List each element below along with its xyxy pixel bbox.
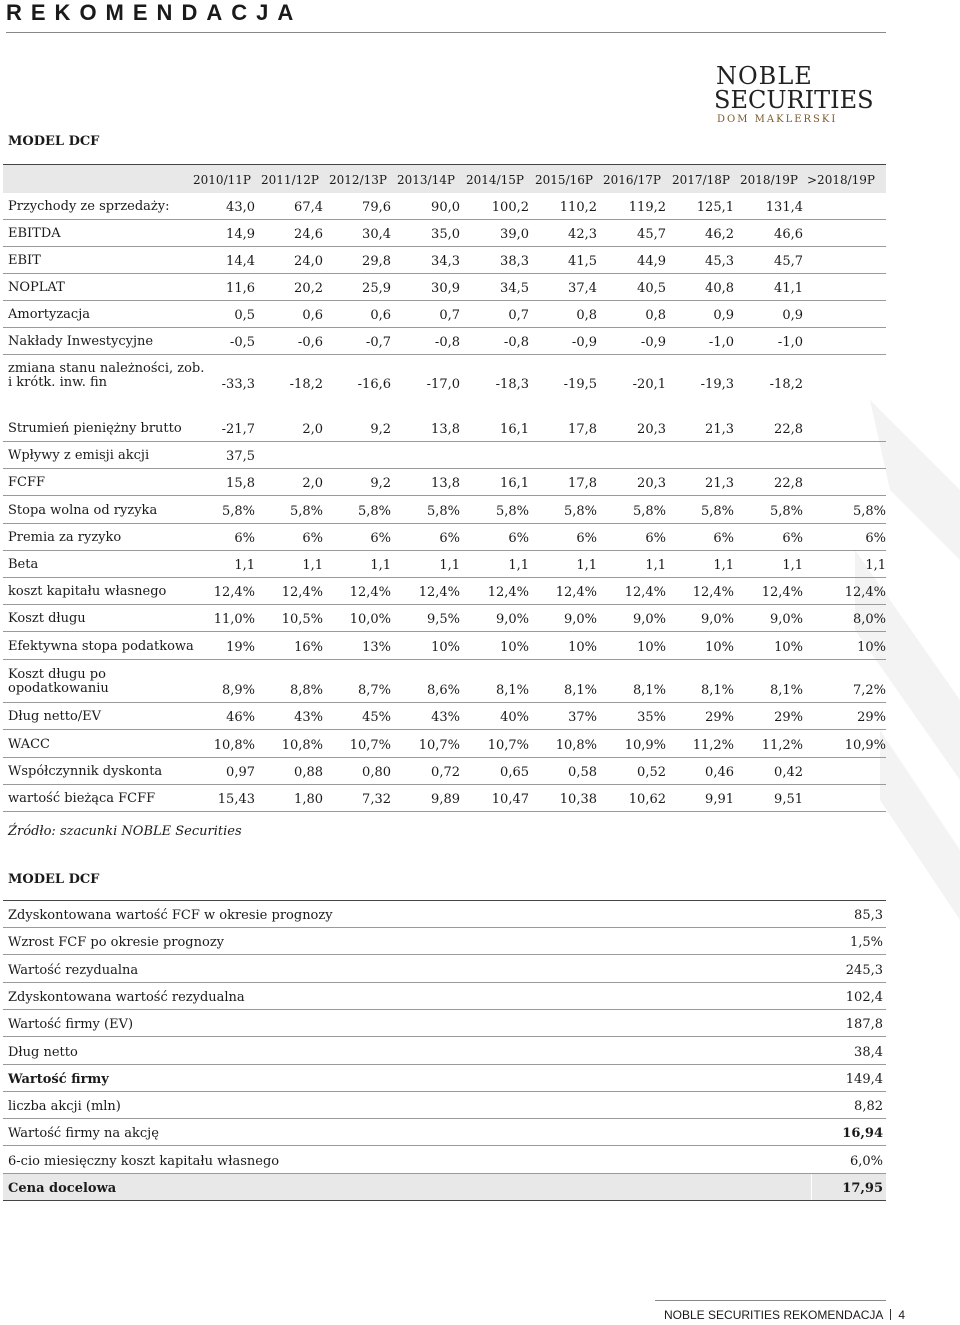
- row-label: Współczynnik dyskonta: [8, 764, 163, 779]
- row-label: EBIT: [8, 253, 41, 268]
- row-value-cell: 40,5: [637, 281, 666, 296]
- row-value-cell: 8,1%: [495, 683, 529, 698]
- row-value-cell: 14,4: [226, 254, 255, 269]
- row-label: Wpływy z emisji akcji: [8, 448, 150, 463]
- row-value-cell: 44,9: [637, 254, 666, 269]
- summary-label: Cena docelowa: [8, 1181, 117, 1196]
- column-separator: [811, 1174, 812, 1200]
- row-value-cell: 11,0%: [213, 612, 255, 627]
- row-value-cell: 8,1%: [563, 683, 597, 698]
- row-value-cell: 22,8: [774, 422, 803, 437]
- summary-label: Wzrost FCF po okresie prognozy: [8, 935, 225, 951]
- row-value-cell: 0,88: [294, 765, 323, 780]
- row-value-cell: 43,0: [226, 200, 255, 215]
- dcf-table-row: [3, 578, 886, 605]
- year-header-cell: 2018/19P: [740, 173, 798, 187]
- row-value-cell: 6%: [782, 531, 803, 546]
- row-value-cell: 2,0: [302, 476, 323, 491]
- year-header-cell: 2016/17P: [603, 173, 661, 187]
- row-value-cell: 8,6%: [426, 683, 460, 698]
- row-value-cell: 30,9: [431, 281, 460, 296]
- row-label-line2: i krótk. inw. fin: [8, 375, 107, 390]
- logo-line-dom-maklerski: DOM MAKLERSKI: [717, 114, 838, 125]
- row-value-cell: 40%: [500, 710, 529, 725]
- row-value-cell: 8,1%: [632, 683, 666, 698]
- row-value-cell: 1,1: [713, 558, 734, 573]
- row-value-cell: 100,2: [491, 200, 529, 215]
- dcf-table-row: [3, 355, 886, 397]
- dcf-table-row: [3, 301, 886, 328]
- dcf-table-row: [3, 442, 886, 469]
- row-value-cell: 5,8%: [221, 504, 255, 519]
- dcf-table-row: [3, 730, 886, 758]
- row-value-cell: 9,5%: [426, 612, 460, 627]
- row-value-cell: 1,1: [865, 558, 886, 573]
- row-value-cell: 42,3: [568, 227, 597, 242]
- row-value-cell: 0,7: [439, 308, 460, 323]
- row-value-cell: 16%: [294, 640, 323, 655]
- row-value-cell: 12,4%: [555, 585, 597, 600]
- row-value-cell: -18,2: [769, 377, 803, 392]
- row-value-cell: 29,8: [362, 254, 391, 269]
- row-value-cell: 6%: [370, 531, 391, 546]
- row-label: Strumień pieniężny brutto: [8, 421, 182, 436]
- row-value-cell: 6%: [645, 531, 666, 546]
- row-value-cell: 0,8: [645, 308, 666, 323]
- year-header-cell: 2013/14P: [397, 173, 455, 187]
- row-label: Beta: [8, 557, 39, 572]
- row-value-cell: 35,0: [431, 227, 460, 242]
- row-value-cell: 0,8: [576, 308, 597, 323]
- row-label: WACC: [8, 737, 50, 752]
- summary-row: [3, 1174, 886, 1201]
- row-value-cell: 9,2: [370, 422, 391, 437]
- row-value-cell: 6%: [713, 531, 734, 546]
- row-value-cell: 20,3: [637, 422, 666, 437]
- row-value-cell: -1,0: [708, 335, 734, 350]
- row-value-cell: 37%: [568, 710, 597, 725]
- row-value-cell: 38,3: [500, 254, 529, 269]
- row-value-cell: 0,5: [234, 308, 255, 323]
- page-header-title: REKOMENDACJA: [6, 0, 303, 25]
- row-value-cell: 43%: [294, 710, 323, 725]
- row-value-cell: 10%: [857, 640, 886, 655]
- row-value-cell: 12,4%: [281, 585, 323, 600]
- row-value-cell: -0,5: [229, 335, 255, 350]
- summary-row: [3, 1092, 886, 1119]
- row-value-cell: 0,42: [774, 765, 803, 780]
- row-value-cell: 0,7: [508, 308, 529, 323]
- row-value-cell: 0,72: [431, 765, 460, 780]
- row-value-cell: 0,9: [713, 308, 734, 323]
- year-header-cell: 2011/12P: [261, 173, 319, 187]
- row-value-cell: 22,8: [774, 476, 803, 491]
- row-value-cell: 5,8%: [357, 504, 391, 519]
- row-value-cell: 1,1: [576, 558, 597, 573]
- row-label: koszt kapitału własnego: [8, 584, 167, 599]
- footer-separator: [890, 1309, 891, 1320]
- summary-label: Wartość firmy: [8, 1071, 109, 1087]
- row-value-cell: 5,8%: [632, 504, 666, 519]
- row-label-line2: opodatkowaniu: [8, 681, 109, 696]
- row-value-cell: 9,0%: [700, 612, 734, 627]
- row-value-cell: -0,6: [297, 335, 323, 350]
- dcf-table-row: [3, 415, 886, 442]
- row-value-cell: 20,3: [637, 476, 666, 491]
- summary-row: [3, 901, 886, 928]
- dcf-table-row: [3, 274, 886, 301]
- row-value-cell: 10,9%: [624, 738, 666, 753]
- row-value-cell: 15,8: [226, 476, 255, 491]
- row-value-cell: 1,1: [439, 558, 460, 573]
- row-value-cell: 12,4%: [487, 585, 529, 600]
- footer-page-number: 4: [898, 1308, 906, 1322]
- row-value-cell: 46,6: [774, 227, 803, 242]
- dcf-table-row: [3, 703, 886, 730]
- row-value-cell: 10,9%: [844, 738, 886, 753]
- row-value-cell: 8,8%: [289, 683, 323, 698]
- row-label: Amortyzacja: [8, 307, 90, 322]
- summary-value: 245,3: [845, 962, 883, 978]
- summary-row: [3, 1038, 886, 1065]
- row-value-cell: 37,4: [568, 281, 597, 296]
- row-value-cell: -0,8: [503, 335, 529, 350]
- row-value-cell: 6%: [508, 531, 529, 546]
- row-label: FCFF: [8, 475, 46, 490]
- row-value-cell: 6%: [439, 531, 460, 546]
- row-value-cell: -21,7: [221, 422, 255, 437]
- dcf-table-row: [3, 328, 886, 355]
- row-value-cell: 1,1: [508, 558, 529, 573]
- dcf-table-row: [3, 220, 886, 247]
- row-label: Efektywna stopa podatkowa: [8, 639, 194, 654]
- row-value-cell: 9,0%: [632, 612, 666, 627]
- row-value-cell: -18,3: [495, 377, 529, 392]
- row-value-cell: -0,7: [365, 335, 391, 350]
- row-value-cell: 8,0%: [852, 612, 886, 627]
- row-value-cell: -1,0: [777, 335, 803, 350]
- row-value-cell: 2,0: [302, 422, 323, 437]
- summary-value: 187,8: [845, 1017, 883, 1033]
- row-value-cell: 10%: [705, 640, 734, 655]
- summary-value: 6,0%: [849, 1153, 883, 1169]
- logo-line-securities: SECURITIES: [714, 86, 874, 114]
- row-value-cell: 12,4%: [844, 585, 886, 600]
- year-header-cell: 2015/16P: [535, 173, 593, 187]
- summary-value: 102,4: [845, 989, 883, 1005]
- row-value-cell: 10,38: [559, 792, 597, 807]
- summary-divider: [3, 1200, 886, 1201]
- noble-securities-logo: [714, 62, 880, 128]
- footer-divider: [655, 1300, 886, 1301]
- summary-label: Wartość firmy (EV): [8, 1017, 134, 1033]
- row-value-cell: 8,9%: [221, 683, 255, 698]
- row-value-cell: 45,7: [774, 254, 803, 269]
- row-label: Dług netto/EV: [8, 709, 102, 724]
- row-value-cell: 110,2: [559, 200, 597, 215]
- row-value-cell: 10,62: [628, 792, 666, 807]
- row-value-cell: 10,8%: [281, 738, 323, 753]
- row-value-cell: 12,4%: [761, 585, 803, 600]
- dcf-table-row: [3, 247, 886, 274]
- row-value-cell: 14,9: [226, 227, 255, 242]
- row-value-cell: 9,0%: [563, 612, 597, 627]
- row-value-cell: 10%: [500, 640, 529, 655]
- row-value-cell: 0,6: [302, 308, 323, 323]
- row-value-cell: 30,4: [362, 227, 391, 242]
- year-header-cell: 2014/15P: [466, 173, 524, 187]
- row-divider: [3, 811, 886, 812]
- row-value-cell: 12,4%: [692, 585, 734, 600]
- row-value-cell: 11,6: [226, 281, 255, 296]
- row-value-cell: 10,8%: [555, 738, 597, 753]
- row-value-cell: 10%: [637, 640, 666, 655]
- row-value-cell: 13%: [362, 640, 391, 655]
- row-label: Stopa wolna od ryzyka: [8, 503, 158, 518]
- row-value-cell: -0,9: [640, 335, 666, 350]
- summary-label: Dług netto: [8, 1044, 78, 1060]
- summary-label: Wartość rezydualna: [8, 962, 139, 978]
- row-label: [8, 362, 204, 390]
- row-value-cell: 7,32: [362, 792, 391, 807]
- row-value-cell: 15,43: [217, 792, 255, 807]
- row-value-cell: 12,4%: [624, 585, 666, 600]
- row-value-cell: 20,2: [294, 281, 323, 296]
- row-value-cell: 1,80: [294, 792, 323, 807]
- summary-section-title: MODEL DCF: [8, 872, 100, 887]
- page-footer: [664, 1308, 905, 1322]
- source-note: Źródło: szacunki NOBLE Securities: [8, 824, 242, 839]
- row-value-cell: 10,7%: [487, 738, 529, 753]
- row-value-cell: -20,1: [632, 377, 666, 392]
- row-value-cell: 9,2: [370, 476, 391, 491]
- row-value-cell: 13,8: [431, 476, 460, 491]
- dcf-table-row: [3, 524, 886, 551]
- row-label: Premia za ryzyko: [8, 530, 122, 545]
- row-value-cell: 45%: [362, 710, 391, 725]
- row-value-cell: 8,7%: [357, 683, 391, 698]
- row-label: [8, 668, 109, 696]
- dcf-table-row: [3, 551, 886, 578]
- row-value-cell: 0,6: [370, 308, 391, 323]
- row-value-cell: 79,6: [362, 200, 391, 215]
- row-value-cell: 10%: [774, 640, 803, 655]
- summary-value: 17,95: [842, 1181, 883, 1196]
- row-value-cell: -33,3: [221, 377, 255, 392]
- row-value-cell: 41,1: [774, 281, 803, 296]
- dcf-table-row: [3, 605, 886, 632]
- row-value-cell: 6%: [576, 531, 597, 546]
- dcf-table-row: [3, 758, 886, 785]
- summary-label: Wartość firmy na akcję: [8, 1126, 159, 1142]
- row-label-line1: zmiana stanu należności, zob.: [8, 361, 205, 376]
- row-value-cell: 10,7%: [418, 738, 460, 753]
- summary-row: [3, 1147, 886, 1174]
- row-label: Koszt długu: [8, 611, 86, 626]
- row-value-cell: 19%: [226, 640, 255, 655]
- summary-value: 149,4: [845, 1071, 883, 1087]
- row-label: Nakłady Inwestycyjne: [8, 334, 154, 349]
- row-value-cell: 10%: [568, 640, 597, 655]
- row-value-cell: -17,0: [426, 377, 460, 392]
- row-value-cell: 17,8: [568, 422, 597, 437]
- row-value-cell: 10,5%: [281, 612, 323, 627]
- row-value-cell: 1,1: [370, 558, 391, 573]
- dcf-table-row: [3, 497, 886, 524]
- row-value-cell: 67,4: [294, 200, 323, 215]
- row-value-cell: 1,1: [645, 558, 666, 573]
- row-value-cell: 39,0: [500, 227, 529, 242]
- row-value-cell: 12,4%: [418, 585, 460, 600]
- year-header-cell: 2017/18P: [672, 173, 730, 187]
- row-value-cell: 9,89: [431, 792, 460, 807]
- row-divider: [3, 495, 886, 496]
- row-value-cell: -16,6: [357, 377, 391, 392]
- row-value-cell: 0,97: [226, 765, 255, 780]
- row-label-line1: Koszt długu po: [8, 667, 106, 682]
- summary-value: 85,3: [854, 908, 883, 923]
- row-value-cell: 9,0%: [769, 612, 803, 627]
- row-value-cell: 46%: [226, 710, 255, 725]
- footer-brand: NOBLE SECURITIES REKOMENDACJA: [664, 1308, 884, 1322]
- row-value-cell: 29%: [774, 710, 803, 725]
- row-value-cell: 7,2%: [852, 683, 886, 698]
- row-value-cell: 5,8%: [700, 504, 734, 519]
- summary-row: [3, 1065, 886, 1092]
- row-value-cell: 40,8: [705, 281, 734, 296]
- dcf-table-row: [3, 193, 886, 220]
- row-value-cell: 34,5: [500, 281, 529, 296]
- row-value-cell: 21,3: [705, 422, 734, 437]
- row-label: NOPLAT: [8, 280, 65, 295]
- row-label: wartość bieżąca FCFF: [8, 791, 156, 806]
- summary-label: 6-cio miesięczny koszt kapitału własnego: [8, 1153, 280, 1169]
- row-value-cell: 29%: [857, 710, 886, 725]
- row-value-cell: -19,3: [700, 377, 734, 392]
- row-value-cell: 11,2%: [692, 738, 734, 753]
- summary-label: liczba akcji (mln): [8, 1099, 121, 1115]
- row-value-cell: 21,3: [705, 476, 734, 491]
- row-value-cell: 24,0: [294, 254, 323, 269]
- row-value-cell: 1,1: [302, 558, 323, 573]
- row-value-cell: 16,1: [500, 476, 529, 491]
- row-value-cell: 34,3: [431, 254, 460, 269]
- row-value-cell: 5,8%: [289, 504, 323, 519]
- row-value-cell: 13,8: [431, 422, 460, 437]
- row-value-cell: 0,46: [705, 765, 734, 780]
- row-value-cell: 10,47: [491, 792, 529, 807]
- row-value-cell: 10,8%: [213, 738, 255, 753]
- summary-value: 8,82: [854, 1099, 883, 1115]
- row-value-cell: 6%: [302, 531, 323, 546]
- row-value-cell: 119,2: [628, 200, 666, 215]
- row-label: Przychody ze sprzedaży:: [8, 199, 170, 214]
- summary-row: [3, 1119, 886, 1146]
- summary-value: 38,4: [854, 1044, 883, 1060]
- summary-value: 1,5%: [849, 935, 883, 951]
- summary-row: [3, 928, 886, 955]
- row-value-cell: 16,1: [500, 422, 529, 437]
- summary-label: Zdyskontowana wartość FCF w okresie prognozy: [8, 908, 333, 923]
- row-value-cell: 29%: [705, 710, 734, 725]
- header-divider: [6, 32, 886, 33]
- dcf-section-title: MODEL DCF: [8, 134, 100, 149]
- row-value-cell: 25,9: [362, 281, 391, 296]
- row-value-cell: 41,5: [568, 254, 597, 269]
- row-value-cell: 0,58: [568, 765, 597, 780]
- row-value-cell: 5,8%: [426, 504, 460, 519]
- row-value-cell: 17,8: [568, 476, 597, 491]
- row-value-cell: 5,8%: [852, 504, 886, 519]
- dcf-table-row: [3, 660, 886, 703]
- row-value-cell: 125,1: [696, 200, 734, 215]
- row-value-cell: 0,80: [362, 765, 391, 780]
- row-value-cell: 6%: [865, 531, 886, 546]
- row-value-cell: 5,8%: [769, 504, 803, 519]
- row-value-cell: -19,5: [563, 377, 597, 392]
- row-label: EBITDA: [8, 226, 61, 241]
- row-value-cell: 10,0%: [349, 612, 391, 627]
- row-value-cell: 5,8%: [495, 504, 529, 519]
- logo-line-noble: NOBLE: [716, 62, 813, 90]
- row-value-cell: 35%: [637, 710, 666, 725]
- dcf-table-row: [3, 469, 886, 496]
- row-value-cell: 90,0: [431, 200, 460, 215]
- row-value-cell: 11,2%: [761, 738, 803, 753]
- row-value-cell: 45,3: [705, 254, 734, 269]
- row-value-cell: 8,1%: [700, 683, 734, 698]
- row-value-cell: 46,2: [705, 227, 734, 242]
- row-value-cell: 0,9: [782, 308, 803, 323]
- summary-row: [3, 956, 886, 983]
- row-value-cell: 12,4%: [349, 585, 391, 600]
- year-header-cell: 2010/11P: [193, 173, 251, 187]
- row-value-cell: 9,91: [705, 792, 734, 807]
- row-value-cell: 1,1: [234, 558, 255, 573]
- row-value-cell: 6%: [234, 531, 255, 546]
- summary-label: Zdyskontowana wartość rezydualna: [8, 989, 245, 1005]
- dcf-table-row: [3, 632, 886, 660]
- row-value-cell: 45,7: [637, 227, 666, 242]
- row-value-cell: -0,8: [434, 335, 460, 350]
- row-value-cell: 43%: [431, 710, 460, 725]
- row-value-cell: 10,7%: [349, 738, 391, 753]
- row-value-cell: 1,1: [782, 558, 803, 573]
- year-header-cell: 2012/13P: [329, 173, 387, 187]
- row-value-cell: 8,1%: [769, 683, 803, 698]
- row-value-cell: 0,52: [637, 765, 666, 780]
- row-value-cell: 37,5: [226, 449, 255, 464]
- row-value-cell: 0,65: [500, 765, 529, 780]
- row-value-cell: -0,9: [571, 335, 597, 350]
- row-value-cell: -18,2: [289, 377, 323, 392]
- row-value-cell: 9,0%: [495, 612, 529, 627]
- year-header-cell: >2018/19P: [807, 173, 875, 187]
- row-value-cell: 131,4: [765, 200, 803, 215]
- summary-value: 16,94: [842, 1126, 883, 1142]
- summary-row: [3, 1010, 886, 1037]
- dcf-table-row: [3, 785, 886, 812]
- row-value-cell: 9,51: [774, 792, 803, 807]
- row-value-cell: 12,4%: [213, 585, 255, 600]
- row-value-cell: 10%: [431, 640, 460, 655]
- row-value-cell: 24,6: [294, 227, 323, 242]
- summary-row: [3, 983, 886, 1010]
- row-value-cell: 5,8%: [563, 504, 597, 519]
